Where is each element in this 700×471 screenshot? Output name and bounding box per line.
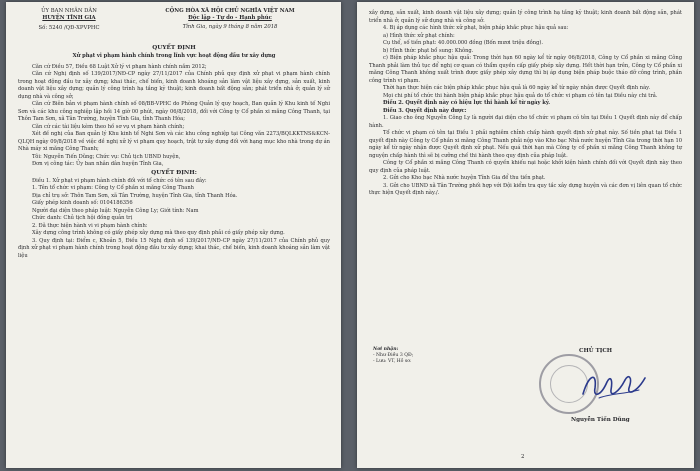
issuing-authority-header [14,8,124,32]
measures-heading: 4. Bị áp dụng các hình thức xử phạt, biện pháp khắc phục hậu quả sau: [383,25,569,31]
remedy-costs: Mọi chi phí tổ chức thi hành biện pháp khắc phục hậu quả do tổ chức vi phạm có tên tại Điều này chi trả. [383,92,658,99]
work-unit-line: Đơn vị công tác: Ủy ban nhân dân huyện Tĩnh Gia, [32,161,164,167]
document-page-2 [357,2,694,468]
org-line-2: HUYỆN TĨNH GIA [42,15,96,21]
representative-title: Chức danh: Chủ tịch hội đồng quản trị [32,215,133,221]
national-header [124,8,336,31]
recipient-2: - Lưu: VT, Hồ sơ. [373,359,412,365]
decide-heading: QUYẾT ĐỊNH: [151,169,197,176]
delivery-3: 3. Gửi cho UBND xã Tân Trường phối hợp với Đội kiểm tra quy tắc xây dựng huyện và các đơn vị liên quan tổ chức thực hiện Quyết định này./. [369,182,682,196]
page-number: 2 [521,454,525,460]
article-2: Điều 2. Quyết định này có hiệu lực thi hành kể từ ngày ký. [383,100,551,106]
violator-name: 1. Tên tổ chức vi phạm: Công ty Cổ phần xi măng Công Thanh [32,185,194,191]
violator-address: Địa chỉ trụ sở: Thôn Tam Sơn, xã Tân Trường, huyện Tĩnh Gia, tỉnh Thanh Hóa. [32,192,238,199]
main-penalty-form: a) Hình thức xử phạt chính: [383,32,455,39]
signer-line: Tôi: Nguyễn Tiến Dũng; Chức vụ: Chủ tịch UBND huyện, [32,153,181,160]
document-number: Số: 5240 /QĐ-XPVPHC [38,25,100,31]
violation-text: Xây dựng công trình không có giấy phép xây dựng mà theo quy định phải có giấy phép xây dựng. [32,230,285,236]
date-line: Tĩnh Gia, ngày 9 tháng 8 năm 2018 [182,24,278,30]
legal-basis-1: Căn cứ Điều 57, Điều 68 Luật Xử lý vi phạm hành chính năm 2012; [32,63,207,70]
article-1: Điều 1. Xử phạt vi phạm hành chính đối với tổ chức có tên sau đây: [32,177,207,184]
delivery-2: 2. Gửi cho Kho bạc Nhà nước huyện Tĩnh Gia để thu tiền phạt. [383,175,546,181]
remedial-measure: c) Biện pháp khắc phục hậu quả: Trong thời hạn 60 ngày kể từ ngày 06/8/2018, Công ty Cổ phần xi măng Công Thanh phải làm thủ tục để nghị cơ quan có thẩm quyền cấp giấy phép xây dựng. Hết thời hạn trên, Công ty Cổ phần xi măng Công Thanh không xuất trình được giấy phép xây dựng thì bị áp dụng biện pháp buộc tháo dỡ công trình, phần công trình vi phạm. [369,55,682,84]
signature-icon [579,368,649,404]
business-license: Giấy phép kinh doanh số: 0104186356 [32,200,133,206]
execution-text: Tổ chức vi phạm có tên tại Điều 1 phải nghiêm chỉnh chấp hành quyết định xử phạt này. Số tiền phạt tại Điều 1 quyết định này Công ty Cổ phần xi măng Công Thanh phải nộp vào Kho bạc Nhà nước huyện Tĩnh Gia trong thời hạn 10 ngày kể từ ngày nhận được Quyết định xử phạt. Nếu quá thời hạn mà Công ty cổ phần xi măng Công Thanh không tự nguyện chấp hành thì sẽ bị cưỡng chế thi hành theo quy định của pháp luật. [369,130,682,159]
remedy-deadline: Thời hạn thực hiện các biện pháp khắc phục hậu quả là 60 ngày kể từ ngày nhận được Quyết định này. [383,85,650,91]
nation-line-2: Độc lập - Tự do - Hạnh phúc [188,15,272,21]
legal-basis-5: Xét đề nghị của Ban quản lý Khu kinh tế Nghi Sơn và các khu công nghiệp tại Công văn 2273/BQLKKTNS&KCN-QLQH ngày 09/8/2018 về việc đề nghị xử lý vi phạm quy hoạch, trật tự xây dựng đối với hạng mục kho nhà trong dự án Nhà máy xi măng Công Thanh; [18,131,330,152]
regulation-text: 3. Quy định tại: Điểm c, Khoản 5, Điều 15 Nghị định số 139/2017/NĐ-CP ngày 27/11/2017 của Chính phủ quy định xử phạt vi phạm hành chính trong hoạt động đầu tư xây dựng; khai thác, chế biến, kinh doanh khoáng sản làm vật liệu [18,237,330,259]
signer-title: CHỦ TỊCH [579,348,613,354]
legal-basis-3: Căn cứ Biên bản vi phạm hành chính số 08/BB-VPHC do Phòng Quản lý quy hoạch, Ban quản lý Khu kinh tế Nghi Sơn và các khu công nghiệp lập hồi 14 giờ 00 phút, ngày 06/8/2018, đối với Công ty Cổ phần xi măng Công Thanh, tại Thôn Tam Sơn, xã Tân Trường, huyện Tĩnh Gia, tỉnh Thanh Hóa; [18,101,330,122]
recipients-heading: Nơi nhận: [373,347,399,352]
continued-text: xây dựng, sản xuất, kinh doanh vật liệu xây dựng; quản lý công trình hạ tầng kỹ thuật; kinh doanh bất động sản, phát triển nhà ở; quản lý sử dụng nhà và công sở. [369,10,682,24]
legal-basis-2: Căn cứ Nghị định số 139/2017/NĐ-CP ngày 27/11/2017 của Chính phủ quy định xử phạt vi phạm hành chính trong hoạt động đầu tư xây dựng; khai thác, chế biến, kinh doanh khoáng sản làm vật liệu xây dựng, sản xuất, kinh doanh vật liệu xây dựng; quản lý công trình hạ tầng kỹ thuật; kinh doanh bất động sản; phát triển nhà ở; quản lý sử dụng nhà và công sở; [18,71,330,100]
decision-subtitle: Xử phạt vi phạm hành chính trong lĩnh vực hoạt động đầu tư xây dựng [72,53,276,59]
page-1-body [18,44,330,260]
violation-heading: 2. Đã thực hiện hành vi vi phạm hành chính: [32,222,148,229]
delivery-1: 1. Giao cho ông Nguyễn Công Ly là người đại diện cho tổ chức vi phạm có tên tại Điều 1 Quyết định này để chấp hành. [369,115,682,129]
legal-representative: Người đại diện theo pháp luật: Nguyễn Công Ly; Giới tính: Nam [32,207,199,214]
document-page-1 [6,2,341,468]
complaint-right: Công ty Cổ phần xi măng Công Thanh có quyền khiếu nại hoặc khởi kiện hành chính đối với Quyết định này theo quy định của pháp luật. [369,160,682,174]
nation-line-1: CỘNG HÒA XÃ HỘI CHỦ NGHĨA VIỆT NAM [165,8,295,14]
article-3: Điều 3. Quyết định này được: [383,107,467,114]
recipient-1: - Như Điều 3 QĐ; [373,353,414,359]
org-line-1: ỦY BAN NHÂN DÂN [41,8,97,14]
signer-name: Nguyễn Tiến Dũng [571,417,630,423]
decision-title: QUYẾT ĐỊNH [152,45,196,51]
recipients-block [373,347,493,366]
page-2-body [369,10,682,198]
legal-basis-4: Căn cứ các tài liệu kèm theo hồ sơ vụ vi phạm hành chính; [32,123,185,130]
additional-penalty: b) Hình thức phạt bổ sung: Không. [383,47,474,54]
fine-amount: Cụ thể, số tiền phạt: 40.000.000 đồng (Bốn mươi triệu đồng). [383,40,544,46]
